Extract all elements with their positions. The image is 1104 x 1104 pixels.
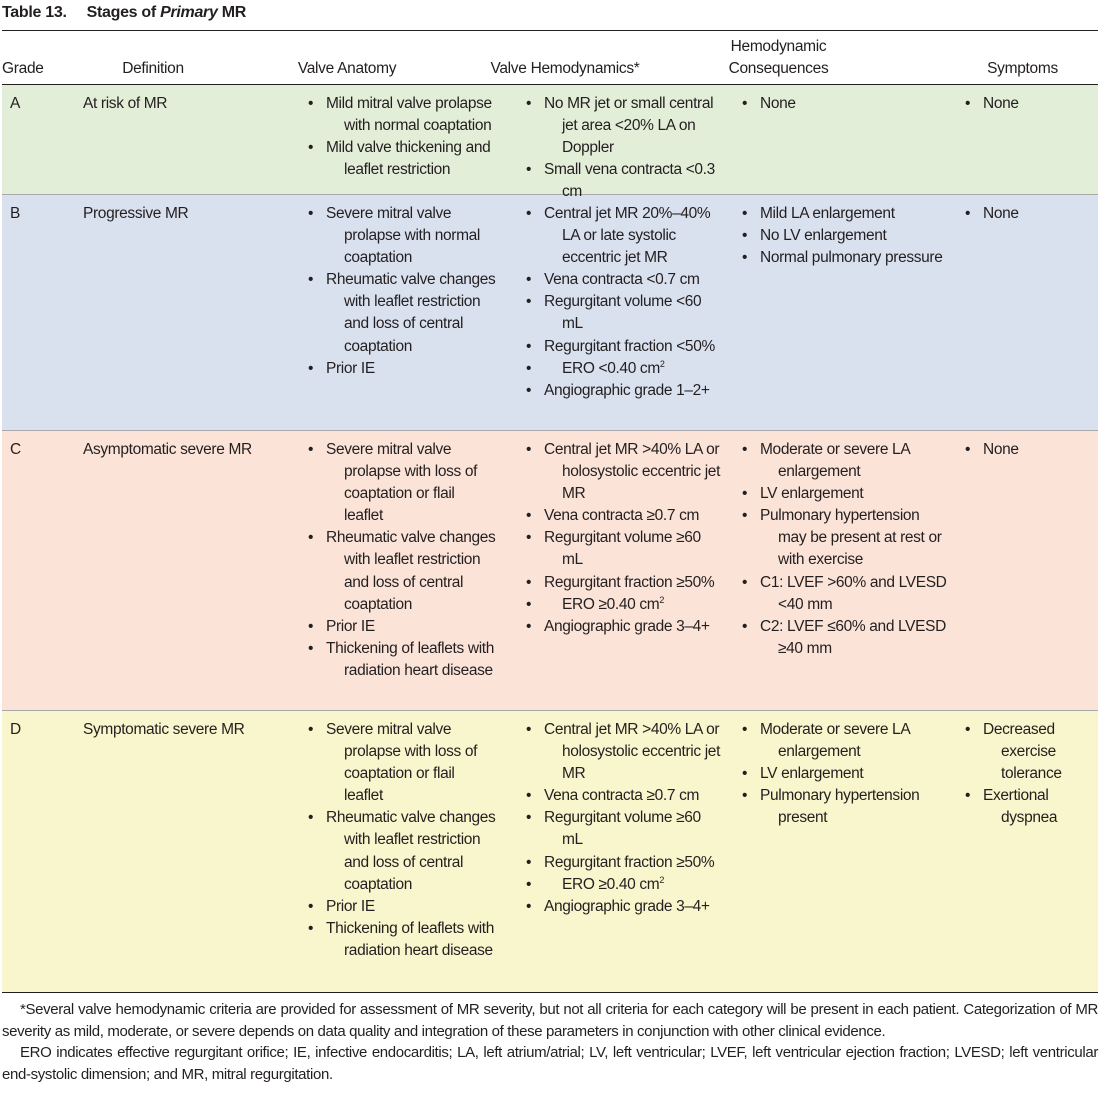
table-title (2, 0, 1098, 30)
hemodynamics-cell-list (526, 439, 721, 638)
list-item-text: • Normal pulmonary pressure (760, 249, 943, 267)
list-item-text: • Prior IE (326, 359, 375, 377)
list-item (308, 616, 496, 638)
list-item (308, 137, 496, 181)
list-item-text: • None (983, 95, 1019, 112)
list-item-text: • LV enlargement (760, 765, 864, 783)
table-number: Table 13. (2, 4, 67, 21)
list-item (965, 785, 1093, 829)
list-item (526, 807, 724, 851)
list-item (965, 93, 1093, 115)
list-item (742, 225, 950, 247)
list-item (526, 874, 724, 896)
list-item-text: • Angiographic grade 3–4+ (544, 897, 710, 915)
list-item-text: • Pulmonary hypertension may be present at rest or with exercise (760, 507, 942, 569)
list-item-text: • Central jet MR 20%–40% LA or late systolic eccentric jet MR (544, 205, 711, 267)
list-item (965, 203, 1093, 225)
list-item (742, 785, 950, 829)
grade-cell: D (10, 721, 21, 738)
list-item-text: • Pulmonary hypertension present (760, 787, 920, 827)
title-suffix: MR (221, 4, 247, 21)
list-item-text: • Prior IE (326, 897, 375, 915)
definition-cell: At risk of MR (83, 95, 168, 112)
list-item-text: • Vena contracta ≥0.7 cm (544, 787, 700, 805)
list-item (526, 159, 724, 203)
list-item (742, 616, 950, 660)
list-item-text: • C2: LVEF ≤60% and LVESD ≥40 mm (760, 617, 946, 657)
anatomy-cell (224, 719, 496, 992)
anatomy-cell-list (308, 439, 496, 682)
symptoms-cell-list (965, 93, 1096, 115)
list-item (526, 505, 724, 527)
symptoms-cell-list (965, 719, 1096, 829)
footnote-criteria: *Several valve hemodynamic criteria are provided for assessment of MR severity, but not all criteria for each category will be present in each patient. Categorization of MR severity as mild, moderate, or severe depends on data quality and integration of these parameters in conjunction with other clinical evidence. (2, 1001, 1098, 1040)
list-item-text: ERO ≥0.40 cm (562, 875, 660, 893)
header-symptoms: Symptoms (987, 60, 1058, 77)
list-item (742, 439, 950, 483)
list-item (526, 785, 724, 807)
list-item-text: • Severe mitral valve prolapse with loss of coaptation or flail leaflet (326, 441, 478, 525)
list-item-text: • Vena contracta ≥0.7 cm (544, 507, 700, 525)
list-item-text: • Regurgitant volume <60 mL (544, 293, 702, 333)
list-item-text: • Vena contracta <0.7 cm (544, 271, 700, 289)
definition-cell: Progressive MR (83, 205, 189, 222)
list-item (526, 269, 724, 291)
list-item (742, 483, 950, 505)
list-item-text: • Central jet MR >40% LA or holosystolic eccentric jet MR (544, 721, 721, 783)
symptoms-cell-list (965, 439, 1096, 461)
hemodynamics-cell-list (526, 203, 715, 402)
anatomy-cell-list (308, 203, 496, 380)
list-item-text: • Moderate or severe LA enlargement (760, 721, 910, 761)
header-anatomy: Valve Anatomy (297, 60, 397, 77)
list-item (526, 527, 724, 571)
list-item (526, 358, 724, 380)
list-item-text: • Angiographic grade 1–2+ (544, 381, 710, 399)
list-item-text: • None (983, 441, 1019, 458)
list-item-text: • Rheumatic valve changes with leaflet restriction and loss of central coaptation (326, 271, 496, 355)
list-item (742, 719, 950, 763)
list-item-text: • Regurgitant volume ≥60 mL (544, 809, 701, 849)
list-item-text: • Mild LA enlargement (760, 205, 895, 222)
list-item (526, 439, 724, 505)
list-item-text: • None (760, 95, 796, 112)
list-item (526, 719, 724, 785)
list-item-text: • No LV enlargement (760, 227, 887, 245)
list-item (308, 807, 496, 895)
list-item-text: ERO <0.40 cm (562, 359, 660, 377)
definition-cell: Asymptomatic severe MR (83, 441, 252, 458)
consequences-cell-list (742, 203, 943, 269)
list-item (965, 439, 1093, 461)
list-item-text: • No MR jet or small central jet area <20% LA on Doppler (544, 95, 714, 157)
list-item (742, 93, 950, 115)
header-definition: Definition (122, 60, 184, 77)
anatomy-cell (224, 93, 492, 203)
list-item (308, 918, 496, 962)
list-item-text: • Regurgitant fraction ≥50% (544, 573, 715, 591)
list-item-text: • None (983, 205, 1019, 222)
table-body (2, 84, 1098, 992)
list-item-text: • Small vena contracta <0.3 cm (544, 161, 715, 201)
list-item-text: • Regurgitant volume ≥60 mL (544, 529, 701, 569)
list-item-text: • LV enlargement (760, 485, 864, 503)
footnote-abbreviations: ERO indicates effective regurgitant orifice; IE, infective endocarditis; LA, left atrium/atrial; LV, left ventricular; LVEF, left ventricular ejection fraction; LVESD; left ventricular end-systolic dimension; and MR, mitral regurgitation. (2, 1044, 1098, 1084)
hemodynamics-cell-list (526, 719, 721, 918)
anatomy-cell-list (308, 719, 496, 962)
anatomy-cell-list (308, 93, 492, 181)
superscript: 2 (659, 874, 664, 885)
list-item-text: • Prior IE (326, 617, 375, 635)
list-item (742, 203, 950, 225)
list-item (308, 638, 496, 682)
list-item (526, 594, 724, 616)
list-item-text: • Mild valve thickening and leaflet restriction (326, 139, 491, 179)
header-consequences-line1: Hemodynamic (730, 38, 827, 55)
anatomy-cell (224, 203, 496, 430)
table-row (2, 194, 1098, 430)
definition-cell: Symptomatic severe MR (83, 721, 245, 738)
list-item (308, 439, 496, 527)
list-item-text: • Regurgitant fraction ≥50% (544, 853, 715, 871)
superscript: 2 (659, 594, 664, 605)
list-item-text: • Rheumatic valve changes with leaflet restriction and loss of central coaptation (326, 809, 496, 893)
list-item-text: • Thickening of leaflets with radiation heart disease (326, 639, 495, 679)
list-item-text: • Mild mitral valve prolapse with normal coaptation (326, 95, 492, 135)
grade-cell: A (10, 95, 20, 112)
list-item (742, 247, 950, 269)
list-item (526, 896, 724, 918)
title-prefix: Stages of (86, 4, 156, 21)
list-item-text: • Angiographic grade 3–4+ (544, 617, 710, 635)
table-row (2, 430, 1098, 710)
table-notes (2, 993, 1098, 1086)
title-italic: Primary (160, 4, 218, 21)
list-item-text: • C1: LVEF >60% and LVESD <40 mm (760, 573, 947, 613)
list-item (526, 291, 724, 335)
list-item-text: • Central jet MR >40% LA or holosystolic eccentric jet MR (544, 441, 721, 503)
list-item-text: • Exertional dyspnea (983, 787, 1058, 827)
list-item (526, 336, 724, 358)
header-grade: Grade (2, 60, 44, 77)
consequences-cell-list (742, 439, 947, 660)
list-item-text: • Severe mitral valve prolapse with normal coaptation (326, 205, 481, 267)
list-item (308, 93, 496, 137)
symptoms-cell-list (965, 203, 1096, 225)
grade-cell: C (10, 441, 21, 458)
list-item (526, 203, 724, 269)
header-consequences (666, 31, 891, 84)
table-row (2, 84, 1098, 201)
table-row (2, 710, 1098, 992)
list-item-text: ERO ≥0.40 cm (562, 595, 660, 613)
list-item (526, 852, 724, 874)
list-item (308, 896, 496, 918)
anatomy-cell (224, 439, 496, 710)
list-item (308, 203, 496, 269)
list-item-text: • Rheumatic valve changes with leaflet restriction and loss of central coaptation (326, 529, 496, 613)
list-item-text: • Severe mitral valve prolapse with loss of coaptation or flail leaflet (326, 721, 478, 805)
list-item (526, 380, 724, 402)
list-item (526, 616, 724, 638)
list-item (965, 719, 1093, 785)
header-consequences-line2: Consequences (728, 60, 829, 77)
list-item-text: • Thickening of leaflets with radiation heart disease (326, 919, 495, 959)
list-item (308, 527, 496, 615)
grade-cell: B (10, 205, 20, 222)
list-item (308, 719, 496, 807)
header-hemodynamics: Valve Hemodynamics* (490, 60, 640, 77)
list-item-text: • Regurgitant fraction <50% (544, 337, 715, 355)
list-item (742, 572, 950, 616)
consequences-cell-list (742, 93, 891, 115)
list-item-text: • Decreased exercise tolerance (983, 721, 1062, 783)
list-item (526, 572, 724, 594)
superscript: 2 (659, 358, 665, 369)
list-item-text: • Moderate or severe LA enlargement (760, 441, 910, 481)
list-item (308, 358, 496, 380)
list-item (308, 269, 496, 357)
table-header (2, 31, 1098, 84)
list-item (742, 505, 950, 571)
list-item (526, 93, 724, 159)
list-item (742, 763, 950, 785)
hemodynamics-cell-list (526, 93, 715, 203)
consequences-cell-list (742, 719, 920, 829)
